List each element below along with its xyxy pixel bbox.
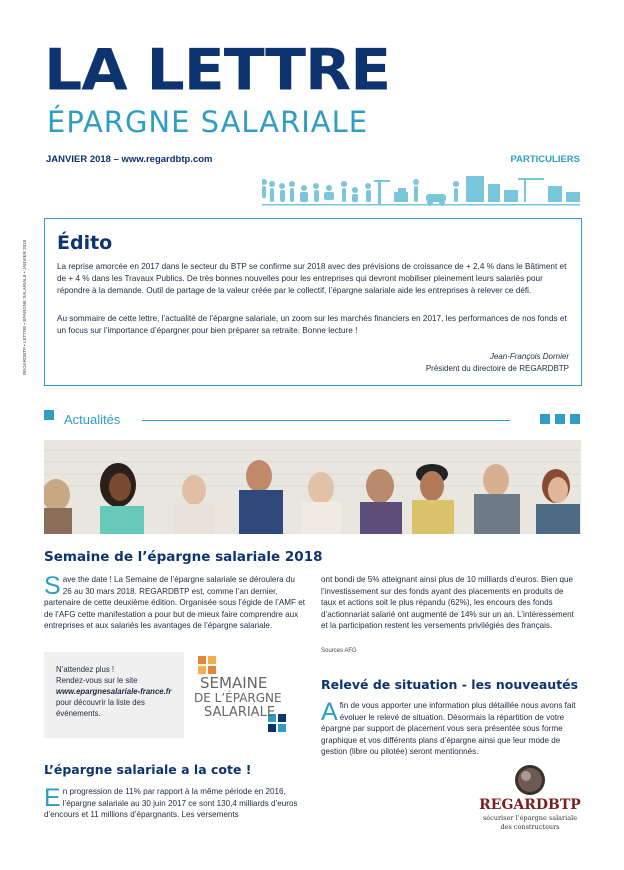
signature-role: Président du directoire de REGARDBTP [425,364,569,373]
edito-paragraph-2: Au sommaire de cette lettre, l’actualité de l’épargne salariale, un zoom sur les marchés financiers en 2017, les performances de nos fonds et un focus sur l’importance d’épargner pour bien préparer sa retraite. Bonne lecture ! [57,314,567,335]
section-square-icon [540,414,550,424]
people-city-illustration [262,176,580,212]
releve-article-text [321,700,581,758]
newsletter-subtitle: ÉPARGNE SALARIALE [47,105,369,139]
edito-title: Édito [57,232,113,254]
edito-paragraph-1: La reprise amorcée en 2017 dans le secteur du BTP se confirme sur 2018 avec des prévisions de croissance de + 2,4 % dans le Bâtiment et de + 4 % dans les Travaux Publics. De très bonnes nouvelles pour les entreprises qui devront mobiliser pleinement leurs salariés pour répondre à la demande. Outil de partage de la valeur créée par le collectif, l’épargne salariale aide les entreprises à relever ce défi. [57,262,567,295]
group-photo [44,440,581,534]
cote-paragraph: n progression de 11% par rapport à la même période en 2016, l’épargne salariale au 30 juin 2017 ce sont 130,4 milliards d’euros d’encours et 11 millions d’épargnants. Les versements [44,787,298,819]
releve-paragraph: fin de vous apporter une information plus détaillée nous avons fait évoluer le relevé de situation. Désormais la répartition de votre épargne par support de placement vous sera présentée sous forme graphique et vos différents plans d’épargne ainsi que leur mode de gestion (libre ou pilotée) seront mentionnés. [321,701,576,756]
issue-date-website: JANVIER 2018 – www.regardbtp.com [46,154,213,165]
logo-word-2: DE L’ÉPARGNE [194,691,282,705]
semaine-paragraph: ave the date ! La Semaine de l’épargne salariale se déroulera du 26 au 30 mars 2018. REGARDBTP est, comme l’an dernier, partenaire de cette deuxième édition. Organisée sous l’égide de l’AMF et de l’AFG cette manifestation a pour but de mieux faire comprendre aux entreprises et aux salariés les avantages de l’épargne salariale. [44,575,305,630]
semaine-epargne-logo [190,650,300,738]
semaine-heading: Semaine de l’épargne salariale 2018 [44,549,323,565]
cote-article-text [44,786,306,821]
promo-text [56,664,188,719]
promo-line-3: pour découvrir la liste des événements. [56,698,145,718]
section-divider [142,420,510,421]
logo-name: REGARDBTP [479,797,581,813]
promo-box [44,652,184,738]
logo-tagline-2: des constructeurs [500,823,560,831]
audience-label: PARTICULIERS [510,154,580,165]
regardbtp-logo [476,762,584,840]
dropcap-letter: A [321,698,338,726]
section-square-icon [570,414,580,424]
signature-name: Jean-François Dornier [489,352,569,361]
section-square-icon [555,414,565,424]
dropcap-letter: E [44,784,61,812]
section-square-icon [44,410,54,420]
edito-signature [426,351,569,375]
logo-word-1: SEMAINE [200,674,268,692]
edito-box [44,218,582,386]
logo-tagline-1: sécuriser l’épargne salariale [482,814,578,822]
promo-url-link[interactable]: www.epargnesalariale-france.fr [56,687,172,696]
section-title: Actualités [64,412,121,427]
newsletter-title: LA LETTRE [44,37,391,104]
cote-heading: L’épargne salariale a la cote ! [44,762,252,777]
promo-line-2: Rendez-vous sur le site [56,676,138,685]
sources-note: Sources AFG [321,648,357,654]
cote-continuation-text: ont bondi de 5% atteignant ainsi plus de 10 milliards d’euros. Bien que l’investissement sur des fonds ayant des placements en produits de taux et actions soit le plus répandu (62%), les encours des fonds d’actionnariat salarié ont augmenté de 14% sur un an. L’intéressement et la participation restent les versements privilégiés des français. [321,575,574,630]
releve-heading: Relevé de situation - les nouveautés [321,677,579,692]
logo-word-3: SALARIALE [204,705,276,720]
legal-code-text: REGARDBTP • LETTRE • ÉPARGNE SALARIALE • JANVIER 2018 [22,239,27,375]
dropcap-letter: S [44,572,61,600]
promo-line-1: N’attendez plus ! [56,665,115,674]
semaine-article-text [44,574,306,632]
